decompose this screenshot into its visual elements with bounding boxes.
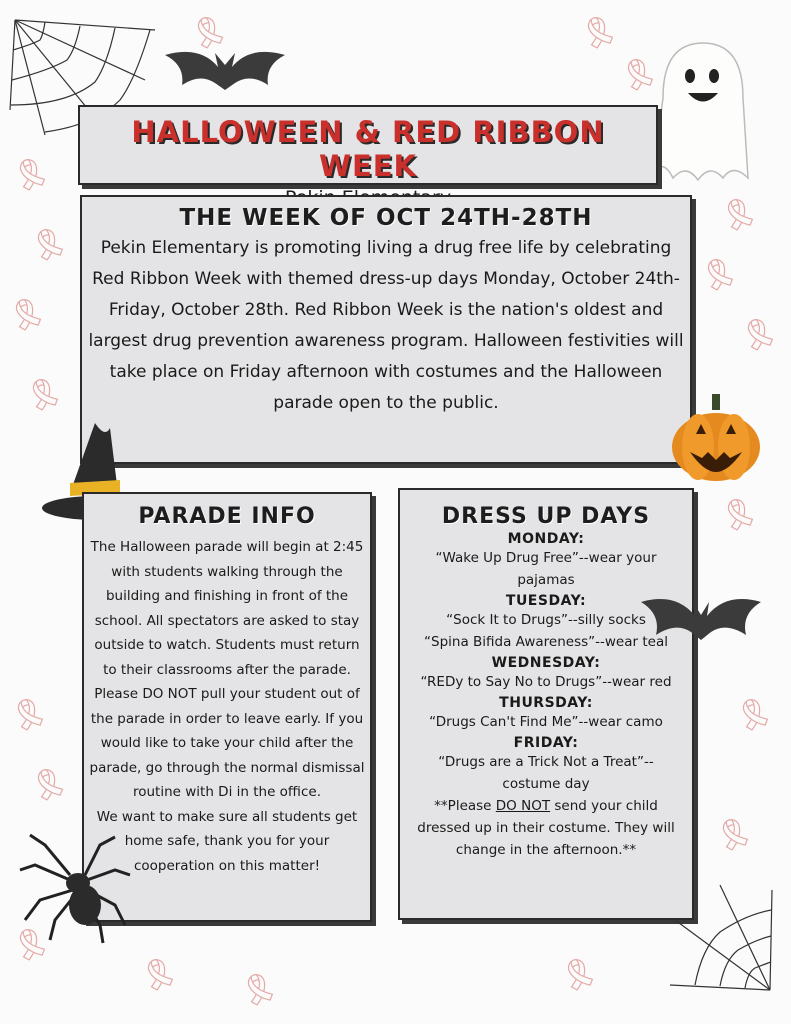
ribbon-icon: 🎗 xyxy=(24,761,73,808)
pumpkin-icon xyxy=(668,392,764,484)
wednesday-theme: “REDy to Say No to Drugs”--wear red xyxy=(420,674,672,690)
spider-icon xyxy=(15,825,135,945)
ghost-icon xyxy=(648,38,758,188)
wednesday-label: WEDNESDAY: xyxy=(491,655,601,671)
ribbon-icon: 🎗 xyxy=(734,311,783,358)
dress-up-panel xyxy=(398,488,694,920)
ribbon-icon: 🎗 xyxy=(6,921,55,968)
dress-up-heading: DRESS UP DAYS xyxy=(441,504,651,529)
spider-web-icon xyxy=(660,880,780,1000)
ribbon-icon: 🎗 xyxy=(134,951,183,998)
week-panel xyxy=(80,195,692,464)
tuesday-theme-2: “Spina Bifida Awareness”--wear teal xyxy=(424,634,668,650)
ribbon-icon: 🎗 xyxy=(714,191,763,238)
ribbon-icon: 🎗 xyxy=(729,691,778,738)
ribbon-icon: 🎗 xyxy=(614,51,663,98)
ribbon-icon: 🎗 xyxy=(234,966,283,1013)
friday-label: FRIDAY: xyxy=(513,735,579,751)
parade-heading: PARADE INFO xyxy=(138,504,316,529)
costume-note xyxy=(400,795,692,861)
ribbon-icon: 🎗 xyxy=(4,691,53,738)
ribbon-icon: 🎗 xyxy=(554,951,603,998)
ribbon-icon: 🎗 xyxy=(24,221,73,268)
monday-label: MONDAY: xyxy=(507,531,585,547)
week-heading: THE WEEK OF OCT 24TH-28TH xyxy=(179,205,593,231)
ribbon-icon: 🎗 xyxy=(2,291,51,338)
ribbon-icon: 🎗 xyxy=(184,9,233,56)
costume-note-start: **Please xyxy=(434,798,496,814)
thursday-label: THURSDAY: xyxy=(499,695,593,711)
tuesday-label: TUESDAY: xyxy=(505,593,587,609)
title-banner xyxy=(78,105,658,185)
monday-theme: “Wake Up Drug Free”--wear your pajamas xyxy=(435,550,657,588)
ribbon-icon: 🎗 xyxy=(709,811,758,858)
thursday-theme: “Drugs Can't Find Me”--wear camo xyxy=(429,714,663,730)
ribbon-icon: 🎗 xyxy=(19,371,68,418)
bat-icon xyxy=(160,35,290,105)
parade-body: The Halloween parade will begin at 2:45 with students walking through the building and finishing in front of the school. All spectators are asked to stay outside to watch. Students must return to their classrooms after the parade. Please DO NOT pull your student out of the parade in order to leave early. If you would like to take your child after the parade, go through the normal dismissal routine with Di in the office. xyxy=(89,539,365,800)
friday-theme: “Drugs are a Trick Not a Treat”--costume day xyxy=(438,754,654,792)
bat-icon xyxy=(636,580,766,660)
ribbon-icon: 🎗 xyxy=(574,9,623,56)
page-title: HALLOWEEN & RED RIBBON WEEK xyxy=(131,115,605,183)
ribbon-icon: 🎗 xyxy=(714,491,763,538)
ribbon-icon: 🎗 xyxy=(6,151,55,198)
ribbon-icon: 🎗 xyxy=(694,251,743,298)
parade-closing: We want to make sure all students get home safe, thank you for your cooperation on this matter! xyxy=(96,808,358,874)
week-body: Pekin Elementary is promoting living a drug free life by celebrating Red Ribbon Week with themed dress-up days Monday, October 24th-Friday, October 28th. Red Ribbon Week is the nation's oldest and largest drug prevention awareness program. Halloween festivities will take place on Friday afternoon with costumes and the Halloween parade open to the public. xyxy=(88,238,684,413)
costume-note-emphasis: DO NOT xyxy=(495,798,551,814)
costume-note-end: send your child dressed up in their costume. They will change in the afternoon.** xyxy=(417,798,675,858)
tuesday-theme-1: “Sock It to Drugs”--silly socks xyxy=(446,612,646,628)
